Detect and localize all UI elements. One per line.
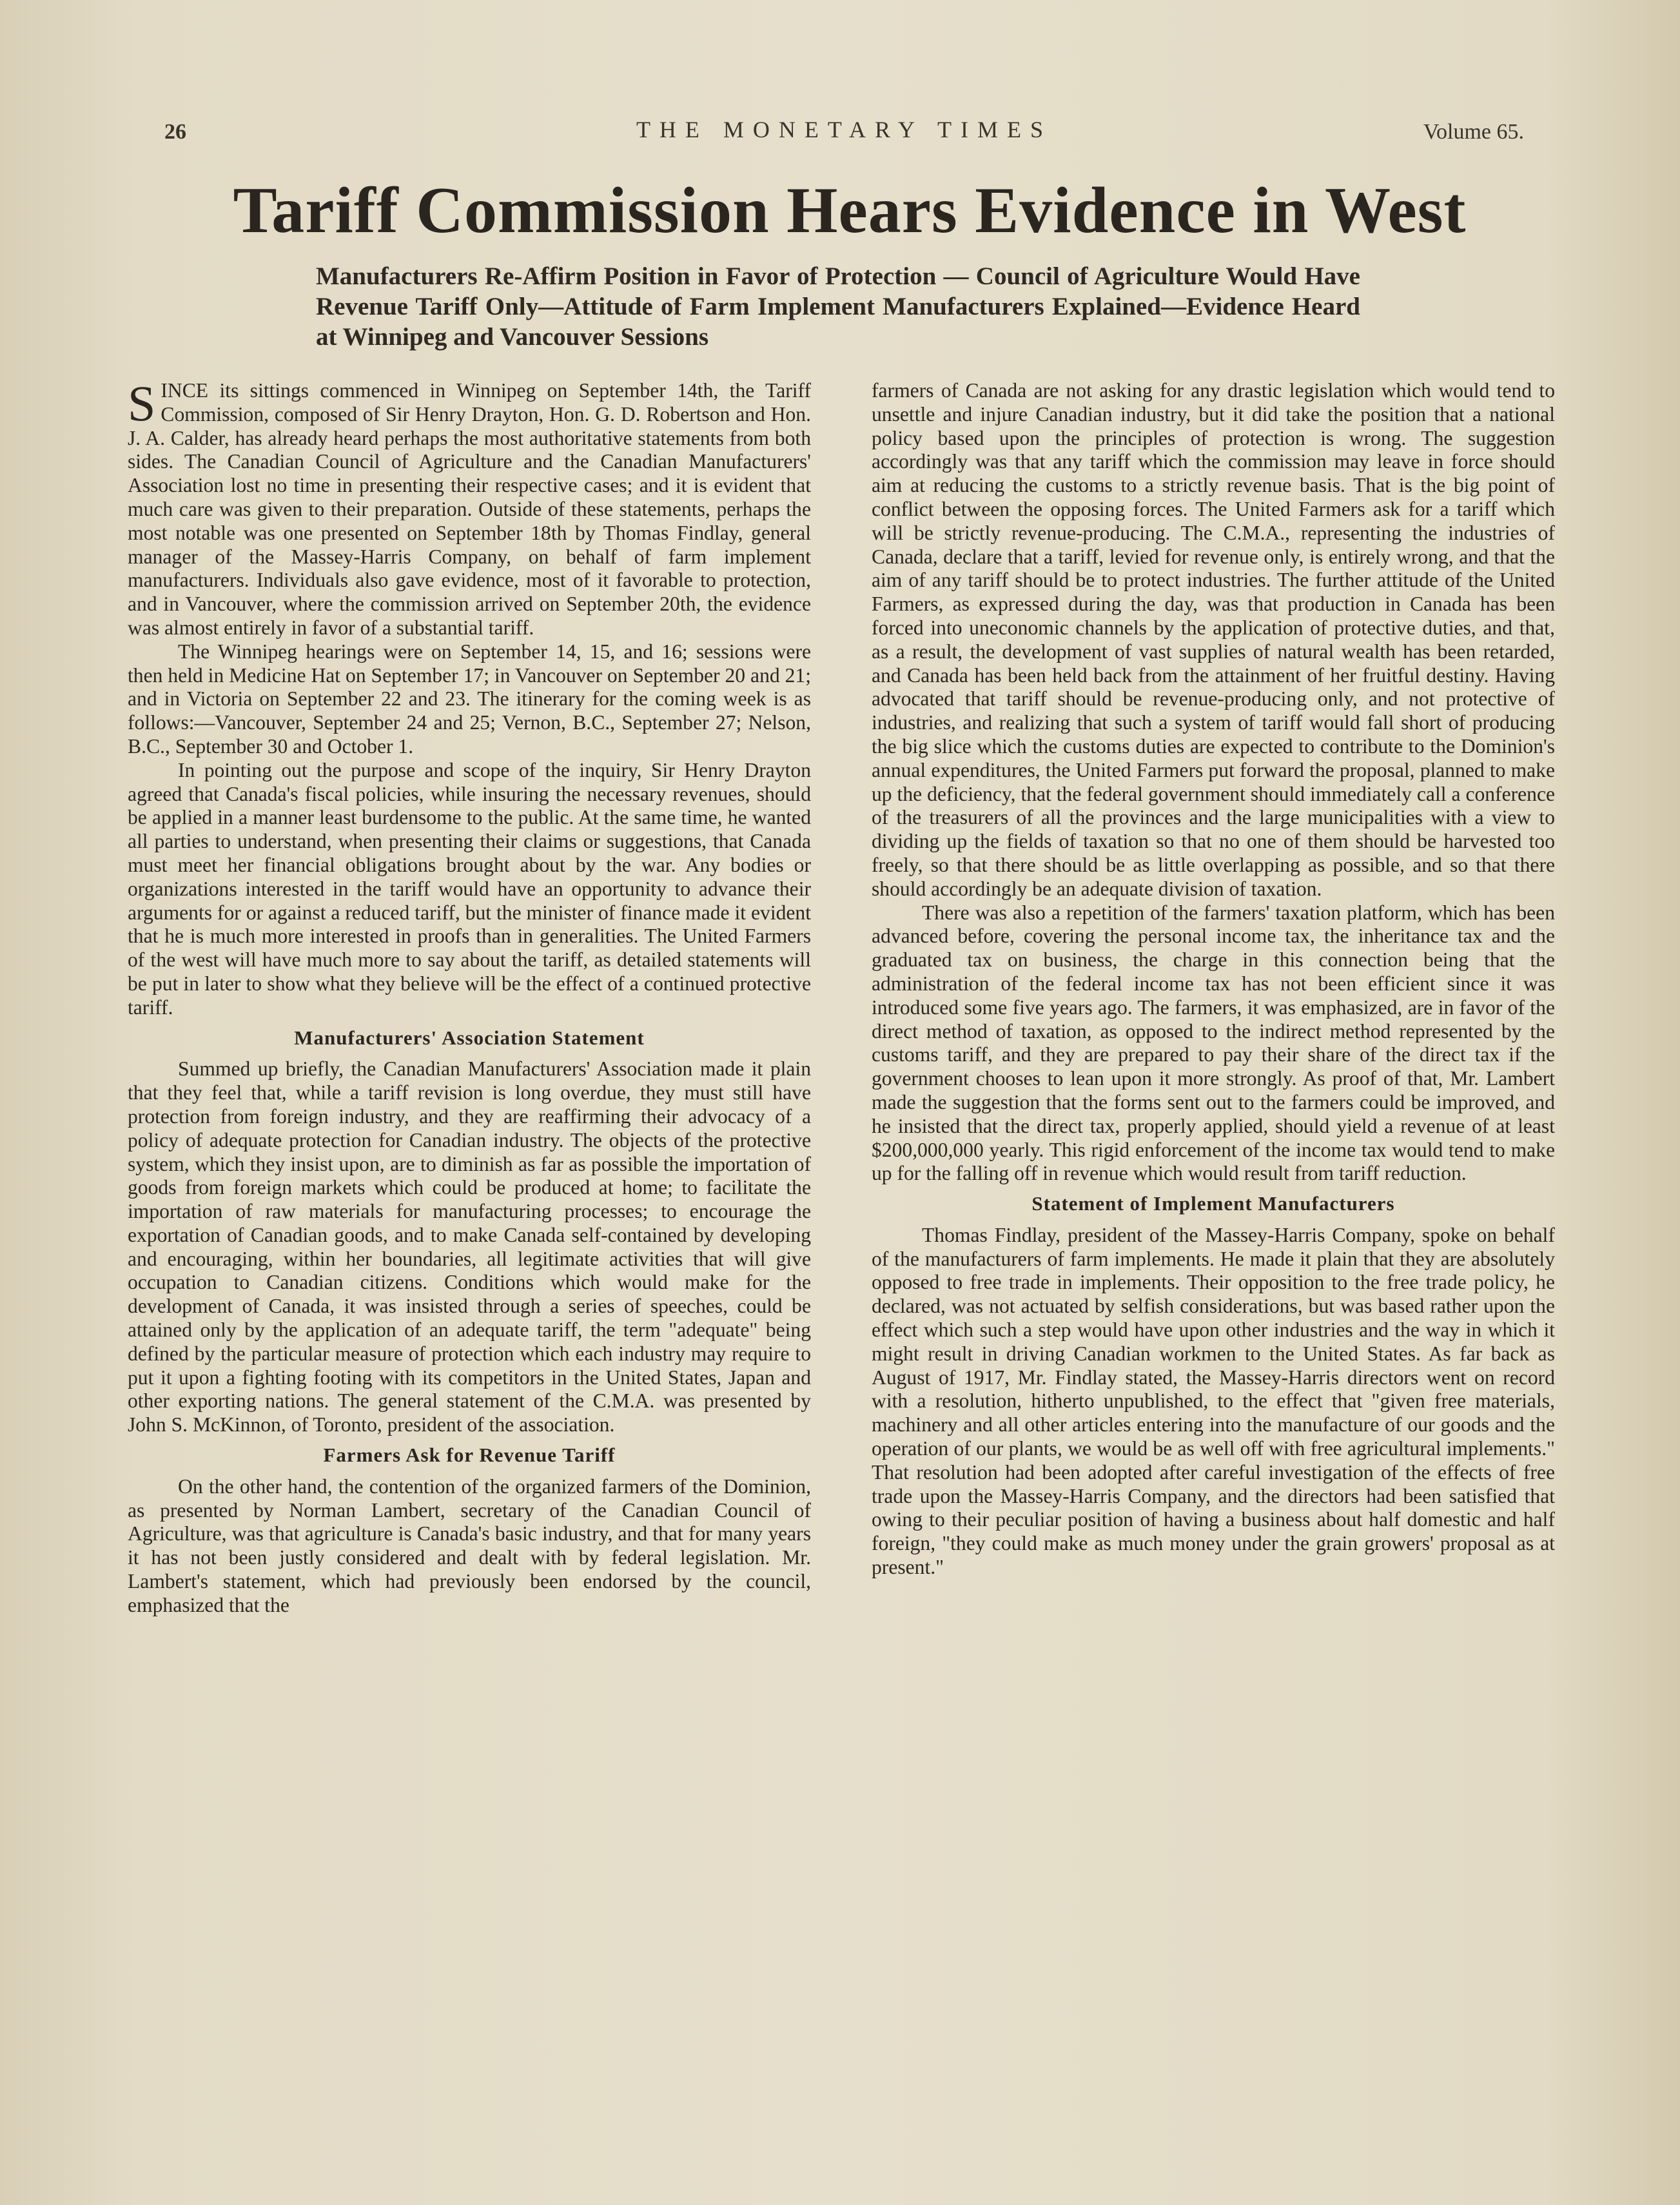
section-heading-farmers: Farmers Ask for Revenue Tariff xyxy=(323,1444,616,1467)
section-heading-manufacturers: Manufacturers' Association Statement xyxy=(294,1026,645,1049)
page-number: 26 xyxy=(164,120,186,144)
article-subhead: Manufacturers Re-Affirm Position in Favor of Protection — Council of Agriculture Would Have Revenue Tariff Only—Attitude of Farm Implement Manufacturers Explained—Evidence Heard at Winnipeg and Vancouver Sessions xyxy=(316,262,1360,351)
opening-paragraph xyxy=(128,379,811,640)
journal-title: THE MONETARY TIMES xyxy=(636,117,1053,142)
right-column xyxy=(872,379,1555,2120)
taxation-paragraph: There was also a repetition of the farmers' taxation platform, which has been advanced before, covering the personal income tax, the inheritance tax and the graduated tax on business, the charge in this connection being that the administration of the federal income tax has not been efficient since it was introduced some five years ago. The farmers, it was emphasized, are in favor of the direct method of taxation, as opposed to the indirect method represented by the customs tariff, and they are prepared to pay their share of the direct tax if the government chooses to lean upon it more strongly. As proof of that, Mr. Lambert made the suggestion that the forms sent out to the farmers could be improved, and he insisted that the direct tax, properly applied, should yield a revenue of at least $200,000,000 yearly. This rigid enforcement of the income tax would tend to make up for the falling off in revenue which would result from tariff reduction. xyxy=(872,901,1555,1185)
drop-cap: S xyxy=(128,379,156,431)
section-heading-implement: Statement of Implement Manufacturers xyxy=(1031,1192,1395,1215)
article-headline: Tariff Commission Hears Evidence in West xyxy=(233,174,1467,247)
hearings-paragraph: The Winnipeg hearings were on September 14, 15, and 16; sessions were then held in Medicine Hat on September 17; in Vancouver on September 20 and 21; and in Victoria on September 22 and 23. The itinerary for the coming week is as follows:—Vancouver, September 24 and 25; Vernon, B.C., September 27; Nelson, B.C., September 30 and October 1. xyxy=(128,640,811,758)
left-column xyxy=(128,379,811,2120)
running-header xyxy=(164,116,1524,155)
volume-number: Volume 65. xyxy=(1423,120,1524,144)
inquiry-paragraph: In pointing out the purpose and scope of the inquiry, Sir Henry Drayton agreed that Canada's fiscal policies, while insuring the necessary revenues, should be applied in a manner least burdensome to the public. At the same time, he wanted all parties to understand, when presenting their claims or suggestions, that Canada must meet her financial obligations brought about by the war. Any bodies or organizations interested in the tariff would have an opportunity to advance their arguments for or against a reduced tariff, but the minister of finance made it evident that he is much more interested in proofs than in generalities. The United Farmers of the west will have much more to say about the tariff, as detailed statements will be put in later to show what they believe will be the effect of a continued protective tariff. xyxy=(128,758,811,1019)
implement-paragraph: Thomas Findlay, president of the Massey-Harris Company, spoke on behalf of the manufacturers of farm implements. He made it plain that they are absolutely opposed to free trade in implements. Their opposition to the free trade policy, he declared, was not actuated by selfish considerations, but was based rather upon the effect which such a step would have upon other industries and the way in which it might result in driving Canadian workmen to the United States. As far back as August of 1917, Mr. Findlay stated, the Massey-Harris directors went on record with a resolution, hitherto unpublished, to the effect that "given free materials, machinery and all other articles entering into the manufacture of our goods and the operation of our plants, we would be as well off with free agricultural implements." That resolution had been adopted after careful investigation of the effects of free trade upon the Massey-Harris Company, and the directors had been satisfied that owing to their peculiar position of having a business about half domestic and half foreign, "they could make as much money under the grain growers' proposal as at present." xyxy=(872,1223,1555,1579)
opening-paragraph-text: INCE its sittings commenced in Winnipeg on September 14th, the Tariff Commission, composed of Sir Henry Drayton, Hon. G. D. Robertson and Hon. J. A. Calder, has already heard perhaps the most authoritative statements from both sides. The Canadian Council of Agriculture and the Canadian Manufacturers' Association lost no time in presenting their respective cases; and it is evident that much care was given to their preparation. Outside of these statements, perhaps the most notable was one presented on September 18th by Thomas Findlay, general manager of the Massey-Harris Company, on behalf of farm implement manufacturers. Individuals also gave evidence, most of it favorable to protection, and in Vancouver, where the commission arrived on September 20th, the evidence was almost entirely in favor of a substantial tariff. xyxy=(128,379,811,639)
manufacturers-paragraph: Summed up briefly, the Canadian Manufacturers' Association made it plain that they feel that, while a tariff revision is long overdue, they must still have protection from foreign industry, and they are reaffirming their advocacy of a policy of adequate protection for Canadian industry. The objects of the protective system, which they insist upon, are to diminish as far as possible the importation of goods from foreign markets which could be produced at home; to facilitate the importation of raw materials for manufacturing processes; to encourage the exportation of Canadian goods, and to make Canada self-contained by developing and encouraging, within her boundaries, all legitimate activities that will give occupation to Canadian citizens. Conditions which would make for the development of Canada, it was insisted through a series of speeches, could be attained only by the application of an adequate tariff, the term "adequate" being defined by the particular measure of protection which each industry may require to put it upon a fighting footing with its competitors in the United States, Japan and other exporting nations. The general statement of the C.M.A. was presented by John S. McKinnon, of Toronto, president of the association. xyxy=(128,1057,811,1436)
farmers-paragraph: On the other hand, the contention of the organized farmers of the Dominion, as presented by Norman Lambert, secretary of the Canadian Council of Agriculture, was that agriculture is Canada's basic industry, and that for many years it has not been justly considered and dealt with by federal legislation. Mr. Lambert's statement, which had previously been endorsed by the council, emphasized that the xyxy=(128,1475,811,1616)
farmers-continued-paragraph: farmers of Canada are not asking for any drastic legislation which would tend to unsettle and injure Canadian industry, but it did take the position that a national policy based upon the principles of protection is wrong. The suggestion accordingly was that any tariff which the commission may leave in force should aim at reducing the customs to a strictly revenue basis. That is the big point of conflict between the opposing forces. The United Farmers ask for a tariff which will be strictly revenue-producing. The C.M.A., representing the industries of Canada, declare that a tariff, levied for revenue only, is entirely wrong, and that the aim of any tariff should be to protect industries. The further attitude of the United Farmers, as expressed during the day, was that production in Canada has been forced into uneconomic channels by the application of protective duties, and that, as a result, the development of vast supplies of natural wealth has been retarded, and Canada has been held back from the attainment of her fruitful destiny. Having advocated that tariff should be revenue-producing only, and not protective of industries, and realizing that such a system of tariff would fall short of producing the big slice which the customs duties are expected to contribute to the Dominion's annual expenditures, the United Farmers put forward the proposal, planned to make up the deficiency, that the federal government should immediately call a conference of the treasurers of all the provinces and the large municipalities with a view to dividing up the fields of taxation so that no one of them should be harvested too freely, so that there should be as little overlapping as possible, and so that there should accordingly be an adequate division of taxation. xyxy=(872,379,1555,900)
